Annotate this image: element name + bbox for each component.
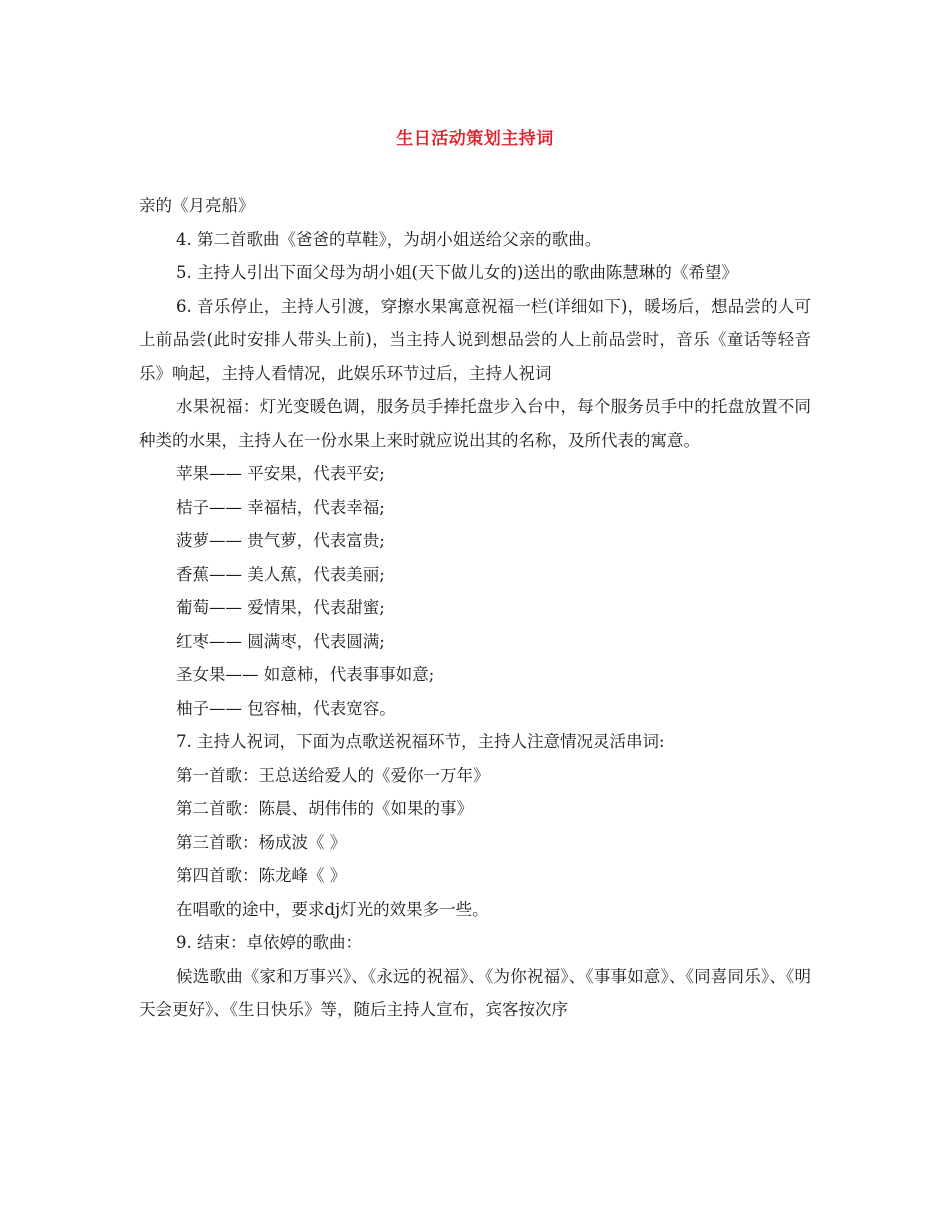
paragraph: 第四首歌：陈龙峰《 》 (176, 866, 347, 885)
paragraph: 苹果—— 平安果，代表平安; (176, 464, 385, 483)
document-title: 生日活动策划主持词 (396, 129, 554, 149)
paragraph: 桔子—— 幸福桔，代表幸福; (176, 497, 385, 517)
paragraph: 圣女果—— 如意柿，代表事事如意; (176, 665, 435, 684)
paragraph: 5. 主持人引出下面父母为胡小姐(天下做儿女的)送出的歌曲陈慧琳的《希望》 (176, 263, 738, 282)
document-body (139, 189, 811, 1027)
paragraph: 红枣—— 圆满枣，代表圆满; (176, 631, 385, 651)
paragraph: 柚子—— 包容柚，代表宽容。 (176, 698, 396, 718)
paragraph: 第一首歌：王总送给爱人的《爱你一万年》 (176, 765, 490, 785)
paragraph: 水果祝福：灯光变暖色调，服务员手捧托盘步入台中，每个服务员手中的托盘放置不同种类的水果，主持人在一份水果上来时就应说出其的名称，及所代表的寓意。 (139, 397, 811, 450)
paragraph: 菠萝—— 贵气萝，代表富贵; (176, 531, 385, 550)
paragraph: 第三首歌：杨成波《 》 (176, 832, 347, 852)
paragraph: 香蕉—— 美人蕉，代表美丽; (176, 564, 385, 584)
paragraph: 7. 主持人祝词，下面为点歌送祝福环节，主持人注意情况灵活串词: (176, 732, 665, 751)
paragraph: 4. 第二首歌曲《爸爸的草鞋》，为胡小姐送给父亲的歌曲。 (176, 229, 602, 249)
paragraph: 候选歌曲《家和万事兴》、《永远的祝福》、《为你祝福》、《事事如意》、《同喜同乐》、《明天会更好》、《生日快乐》等，随后主持人宣布，宾客按次序 (139, 966, 811, 1019)
paragraph: 葡萄—— 爱情果，代表甜蜜; (176, 598, 385, 617)
paragraph: 在唱歌的途中，要求dj灯光的效果多一些。 (176, 899, 489, 919)
paragraph: 6. 音乐停止，主持人引渡，穿擦水果寓意祝福一栏(详细如下)，暖场后，想品尝的人可上前品尝(此时安排人带头上前)，当主持人说到想品尝的人上前品尝时，音乐《童话等轻音乐》响起，主持人看情况，此娱乐环节过后，主持人祝词 (139, 296, 811, 383)
paragraph: 9. 结束：卓依婷的歌曲： (176, 933, 362, 952)
paragraph: 第二首歌：陈晨、胡伟伟的《如果的事》 (176, 799, 473, 818)
paragraph: 亲的《月亮船》 (139, 196, 255, 215)
